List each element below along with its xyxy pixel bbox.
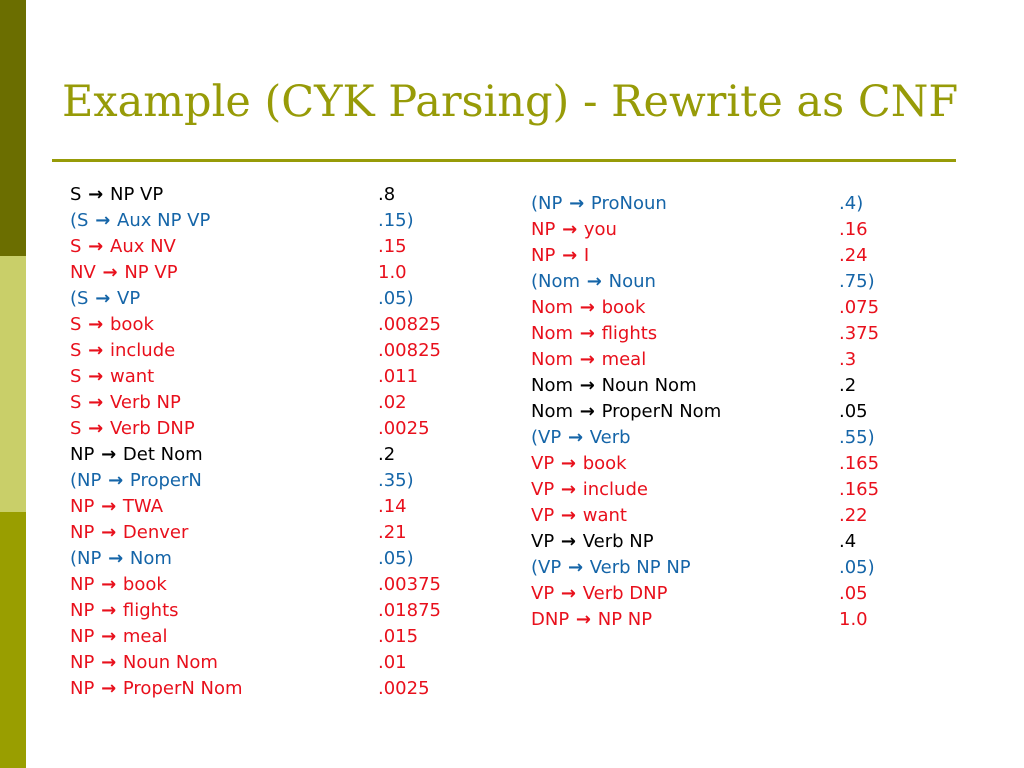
right-arrow-icon: →	[88, 236, 104, 257]
rule-lhs: S	[70, 314, 82, 335]
right-arrow-icon: →	[101, 626, 117, 647]
rule-probability	[839, 373, 856, 399]
probability-value: .05	[839, 401, 868, 422]
rule-lhs: VP	[531, 479, 555, 500]
probability-value: .2	[839, 375, 857, 396]
open-paren: (	[70, 548, 78, 569]
right-arrow-icon: →	[562, 245, 578, 266]
right-arrow-icon: →	[562, 219, 578, 240]
rule-probability	[839, 347, 856, 373]
rule-probability	[839, 425, 875, 451]
rule-probability	[839, 191, 863, 217]
rule-lhs: NP	[70, 652, 95, 673]
probability-value: .011	[378, 366, 419, 387]
rule-probability	[839, 269, 875, 295]
right-arrow-icon: →	[101, 496, 117, 517]
probability-value: .05	[378, 288, 407, 309]
probability-value: .3	[839, 349, 857, 370]
rule-probability	[378, 312, 441, 338]
rule-lhs: S	[77, 210, 89, 231]
rule-lhs: NP	[77, 470, 102, 491]
probability-value: .075	[839, 297, 880, 318]
right-arrow-icon: →	[108, 470, 124, 491]
right-arrow-icon: →	[108, 548, 124, 569]
rule-production	[531, 295, 645, 321]
rule-production	[70, 520, 188, 546]
rule-rhs: meal	[122, 626, 168, 647]
rule-rhs: want	[110, 366, 155, 387]
rule-production	[531, 477, 648, 503]
rule-probability	[378, 598, 441, 624]
probability-value: .0025	[378, 678, 430, 699]
rule-production	[70, 390, 181, 416]
right-arrow-icon: →	[101, 600, 117, 621]
rule-production	[531, 373, 697, 399]
close-paren: )	[867, 427, 875, 448]
rule-production	[531, 269, 656, 295]
right-arrow-icon: →	[88, 366, 104, 387]
rule-lhs: NV	[70, 262, 96, 283]
rule-lhs: S	[70, 184, 82, 205]
rule-production	[531, 607, 652, 633]
right-arrow-icon: →	[101, 522, 117, 543]
close-paren: )	[406, 210, 414, 231]
right-arrow-icon: →	[88, 418, 104, 439]
rule-production	[70, 312, 154, 338]
close-paren: )	[406, 548, 414, 569]
probability-value: .16	[839, 219, 868, 240]
rule-lhs: NP	[70, 444, 95, 465]
rule-rhs: NP VP	[110, 184, 164, 205]
rule-production	[70, 416, 195, 442]
rule-rhs: book	[110, 314, 154, 335]
rule-production	[70, 338, 175, 364]
rule-rhs: book	[601, 297, 646, 318]
rule-probability	[378, 286, 414, 312]
probability-value: .01	[378, 652, 407, 673]
right-arrow-icon: →	[101, 444, 117, 465]
close-paren: )	[867, 271, 875, 292]
rule-rhs: Denver	[122, 522, 189, 543]
rule-production	[531, 581, 667, 607]
right-arrow-icon: →	[95, 288, 111, 309]
close-paren: )	[406, 470, 414, 491]
probability-value: .165	[839, 453, 880, 474]
probability-value: .8	[378, 184, 396, 205]
rule-lhs: VP	[538, 427, 562, 448]
right-arrow-icon: →	[560, 505, 576, 526]
open-paren: (	[531, 271, 539, 292]
rule-production	[531, 347, 646, 373]
rule-lhs: NP	[538, 193, 563, 214]
rule-production	[70, 676, 243, 702]
probability-value: .21	[378, 522, 407, 543]
open-paren: (	[531, 193, 539, 214]
rule-rhs: ProNoun	[590, 193, 667, 214]
rule-probability	[839, 399, 868, 425]
rule-probability	[378, 468, 414, 494]
rule-lhs: S	[70, 418, 82, 439]
rule-probability	[839, 555, 875, 581]
right-arrow-icon: →	[560, 583, 576, 604]
rule-rhs: Det Nom	[122, 444, 203, 465]
rule-lhs: Nom	[531, 297, 574, 318]
right-arrow-icon: →	[569, 193, 585, 214]
rule-rhs: NP VP	[124, 262, 178, 283]
rule-production	[70, 260, 178, 286]
right-arrow-icon: →	[579, 323, 595, 344]
rule-lhs: NP	[531, 245, 556, 266]
probability-value: .4	[839, 193, 857, 214]
rule-production	[70, 546, 172, 572]
probability-value: .75	[839, 271, 868, 292]
rule-production	[70, 182, 163, 208]
probability-value: .22	[839, 505, 868, 526]
probability-value: .375	[839, 323, 880, 344]
rule-rhs: Verb NP	[110, 392, 181, 413]
right-arrow-icon: →	[88, 392, 104, 413]
rule-lhs: VP	[531, 531, 555, 552]
rule-lhs: DNP	[531, 609, 570, 630]
rule-probability	[378, 650, 407, 676]
rule-probability	[839, 477, 879, 503]
open-paren: (	[70, 210, 78, 231]
rule-rhs: Aux NV	[110, 236, 176, 257]
rule-rhs: include	[110, 340, 176, 361]
right-arrow-icon: →	[567, 557, 584, 578]
rule-rhs: Noun Nom	[122, 652, 218, 673]
rule-lhs: NP	[531, 219, 556, 240]
rule-lhs: S	[70, 366, 82, 387]
rule-rhs: TWA	[122, 496, 164, 517]
rule-production	[70, 468, 202, 494]
right-arrow-icon: →	[101, 652, 117, 673]
rule-probability	[378, 208, 414, 234]
left-decorative-bar	[0, 0, 26, 768]
rule-rhs: Noun	[608, 271, 656, 292]
rule-lhs: Nom	[538, 271, 581, 292]
right-arrow-icon: →	[95, 210, 111, 231]
rule-lhs: NP	[70, 678, 95, 699]
rule-probability	[378, 234, 407, 260]
right-arrow-icon: →	[102, 262, 118, 283]
rule-production	[70, 208, 210, 234]
probability-value: .55	[839, 427, 868, 448]
right-arrow-icon: →	[560, 479, 576, 500]
rule-probability	[378, 676, 430, 702]
rule-lhs: S	[70, 236, 82, 257]
rule-probability	[378, 416, 430, 442]
rule-probability	[378, 494, 407, 520]
rule-rhs: flights	[122, 600, 179, 621]
rule-probability	[839, 451, 879, 477]
rule-production	[531, 217, 617, 243]
right-arrow-icon: →	[88, 340, 104, 361]
bar-segment-middle	[0, 256, 26, 512]
probability-value: .15	[378, 236, 407, 257]
rule-production	[531, 191, 667, 217]
rule-probability	[378, 624, 418, 650]
rule-production	[70, 598, 179, 624]
right-arrow-icon: →	[567, 427, 584, 448]
rule-rhs: Verb	[589, 427, 631, 448]
probability-value: .35	[378, 470, 407, 491]
close-paren: )	[856, 193, 864, 214]
rule-production	[531, 503, 627, 529]
right-arrow-icon: →	[579, 297, 595, 318]
rule-lhs: S	[70, 392, 82, 413]
rule-probability	[839, 581, 868, 607]
probability-value: .14	[378, 496, 407, 517]
probability-value: .2	[378, 444, 396, 465]
rule-probability	[378, 260, 407, 286]
rule-production	[531, 321, 657, 347]
rule-probability	[378, 572, 441, 598]
probability-value: .05	[839, 583, 868, 604]
rule-lhs: Nom	[531, 323, 574, 344]
rule-rhs: I	[583, 245, 590, 266]
rule-lhs: VP	[531, 583, 555, 604]
right-arrow-icon: →	[579, 349, 595, 370]
rule-lhs: Nom	[531, 401, 574, 422]
probability-value: .05	[378, 548, 407, 569]
rule-probability	[378, 364, 418, 390]
rule-production	[70, 650, 218, 676]
slide-title: Example (CYK Parsing) - Rewrite as CNF	[62, 77, 959, 127]
rule-lhs: Nom	[531, 349, 574, 370]
rule-lhs: NP	[70, 600, 95, 621]
rule-rhs: Verb NP NP	[589, 557, 691, 578]
probability-value: .165	[839, 479, 880, 500]
rule-probability	[839, 321, 879, 347]
close-paren: )	[867, 557, 875, 578]
rule-production	[70, 624, 168, 650]
rule-rhs: VP	[117, 288, 141, 309]
rule-probability	[839, 503, 868, 529]
rule-lhs: NP	[77, 548, 102, 569]
rule-production	[70, 572, 167, 598]
probability-value: .4	[839, 531, 857, 552]
probability-value: .02	[378, 392, 407, 413]
right-arrow-icon: →	[560, 453, 576, 474]
rule-rhs: book	[122, 574, 167, 595]
right-arrow-icon: →	[88, 314, 104, 335]
rule-rhs: you	[583, 219, 617, 240]
rule-production	[70, 234, 176, 260]
rule-production	[531, 425, 631, 451]
rule-rhs: Verb NP	[582, 531, 654, 552]
rule-production	[70, 442, 203, 468]
probability-value: .15	[378, 210, 407, 231]
rule-production	[531, 399, 721, 425]
rule-rhs: ProperN	[129, 470, 202, 491]
rule-rhs: NP NP	[597, 609, 653, 630]
rule-rhs: Verb DNP	[582, 583, 668, 604]
rule-lhs: Nom	[531, 375, 574, 396]
rule-production	[531, 243, 589, 269]
rule-rhs: flights	[601, 323, 658, 344]
close-paren: )	[406, 288, 414, 309]
right-arrow-icon: →	[560, 531, 576, 552]
bar-segment-bottom	[0, 512, 26, 768]
probability-value: 1.0	[378, 262, 407, 283]
right-arrow-icon: →	[101, 574, 117, 595]
right-arrow-icon: →	[579, 375, 595, 396]
rule-production	[70, 364, 154, 390]
rule-probability	[378, 338, 441, 364]
rule-rhs: ProperN Nom	[601, 401, 722, 422]
rule-lhs: NP	[70, 574, 95, 595]
open-paren: (	[70, 288, 78, 309]
probability-value: .00375	[378, 574, 441, 595]
rule-probability	[378, 520, 407, 546]
open-paren: (	[70, 470, 78, 491]
rule-rhs: include	[582, 479, 648, 500]
rule-probability	[839, 243, 868, 269]
probability-value: .00825	[378, 340, 441, 361]
rule-rhs: meal	[601, 349, 647, 370]
rule-lhs: NP	[70, 496, 95, 517]
rule-lhs: NP	[70, 626, 95, 647]
rule-probability	[378, 182, 395, 208]
rule-probability	[378, 546, 414, 572]
rule-production	[531, 529, 654, 555]
rule-lhs: S	[77, 288, 89, 309]
open-paren: (	[531, 557, 539, 578]
rule-lhs: VP	[538, 557, 562, 578]
rule-rhs: ProperN Nom	[122, 678, 243, 699]
rule-probability	[378, 390, 407, 416]
rule-rhs: want	[582, 505, 627, 526]
rule-production	[531, 451, 627, 477]
probability-value: .01875	[378, 600, 441, 621]
rule-rhs: Aux NP VP	[117, 210, 211, 231]
right-arrow-icon: →	[575, 609, 592, 630]
rule-probability	[378, 442, 395, 468]
right-arrow-icon: →	[88, 184, 104, 205]
rule-lhs: VP	[531, 505, 555, 526]
probability-value: .00825	[378, 314, 441, 335]
rule-rhs: Noun Nom	[601, 375, 697, 396]
rule-production	[70, 286, 140, 312]
right-arrow-icon: →	[101, 678, 117, 699]
rule-probability	[839, 295, 879, 321]
probability-value: .015	[378, 626, 419, 647]
rule-rhs: book	[582, 453, 627, 474]
probability-value: .24	[839, 245, 868, 266]
right-arrow-icon: →	[586, 271, 602, 292]
bar-segment-top	[0, 0, 26, 256]
rule-probability	[839, 607, 868, 633]
rule-production	[531, 555, 691, 581]
probability-value: .0025	[378, 418, 430, 439]
rule-probability	[839, 217, 868, 243]
rule-rhs: Verb DNP	[110, 418, 195, 439]
probability-value: 1.0	[839, 609, 868, 630]
rule-probability	[839, 529, 856, 555]
probability-value: .05	[839, 557, 868, 578]
title-divider	[52, 159, 956, 162]
rule-rhs: Nom	[129, 548, 172, 569]
rule-lhs: VP	[531, 453, 555, 474]
rule-lhs: S	[70, 340, 82, 361]
rule-production	[70, 494, 163, 520]
open-paren: (	[531, 427, 539, 448]
rule-lhs: NP	[70, 522, 95, 543]
right-arrow-icon: →	[579, 401, 595, 422]
